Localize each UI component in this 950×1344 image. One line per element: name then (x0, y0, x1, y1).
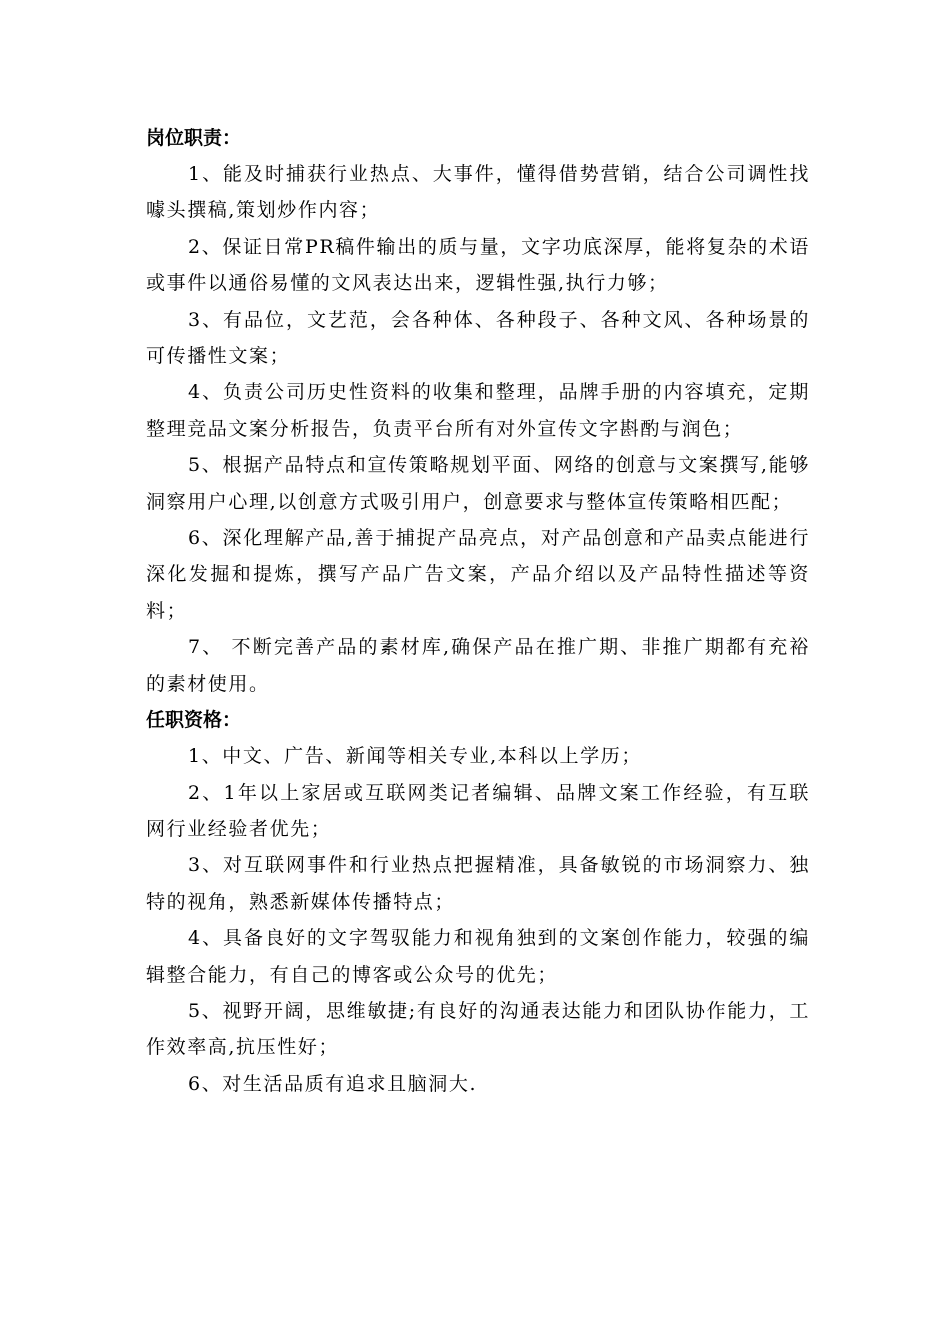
qualification-item-1: 1、中文、广告、新闻等相关专业,本科以上学历； (188, 745, 642, 768)
qualification-item-6: 6、对生活品质有追求且脑洞大. (188, 1072, 478, 1095)
qualification-item-4: 4、具备良好的文字驾驭能力和视角独到的文案创作能力，较强的编辑整合能力，有自己的博客或公众号的优先； (146, 927, 810, 986)
responsibility-item-3: 3、有品位，文艺范，会各种体、各种段子、各种文风、各种场景的可传播性文案； (146, 308, 810, 368)
responsibility-item-7: 7、 不断完善产品的素材库,确保产品在推广期、非推广期都有充裕的素材使用。 (146, 636, 810, 695)
responsibility-item-6: 6、深化理解产品,善于捕捉产品亮点，对产品创意和产品卖点能进行深化发掘和提炼，撰写产品广告文案，产品介绍以及产品特性描述等资料； (146, 527, 810, 622)
qualification-item-5: 5、视野开阔，思维敏捷;有良好的沟通表达能力和团队协作能力，工作效率高,抗压性好； (146, 999, 810, 1059)
responsibility-item-1: 1、能及时捕获行业热点、大事件，懂得借势营销，结合公司调性找噱头撰稿,策划炒作内容； (146, 163, 810, 222)
qualification-item-3: 3、对互联网事件和行业热点把握精准，具备敏锐的市场洞察力、独特的视角，熟悉新媒体传播特点； (146, 854, 810, 913)
qualification-item-2: 2、1年以上家居或互联网类记者编辑、品牌文案工作经验，有互联网行业经验者优先； (146, 781, 810, 840)
responsibility-item-5: 5、根据产品特点和宣传策略规划平面、网络的创意与文案撰写,能够洞察用户心理,以创意方式吸引用户，创意要求与整体宣传策略相匹配； (146, 454, 810, 513)
section-heading-qualifications: 任职资格： (146, 709, 242, 732)
section-heading-responsibilities: 岗位职责： (146, 127, 242, 149)
document-page (146, 120, 810, 1102)
responsibility-item-2: 2、保证日常PR稿件输出的质与量，文字功底深厚，能将复杂的术语或事件以通俗易懂的文风表达出来，逻辑性强,执行力够； (146, 235, 810, 295)
responsibility-item-4: 4、负责公司历史性资料的收集和整理，品牌手册的内容填充，定期整理竞品文案分析报告，负责平台所有对外宣传文字斟酌与润色； (146, 381, 810, 440)
